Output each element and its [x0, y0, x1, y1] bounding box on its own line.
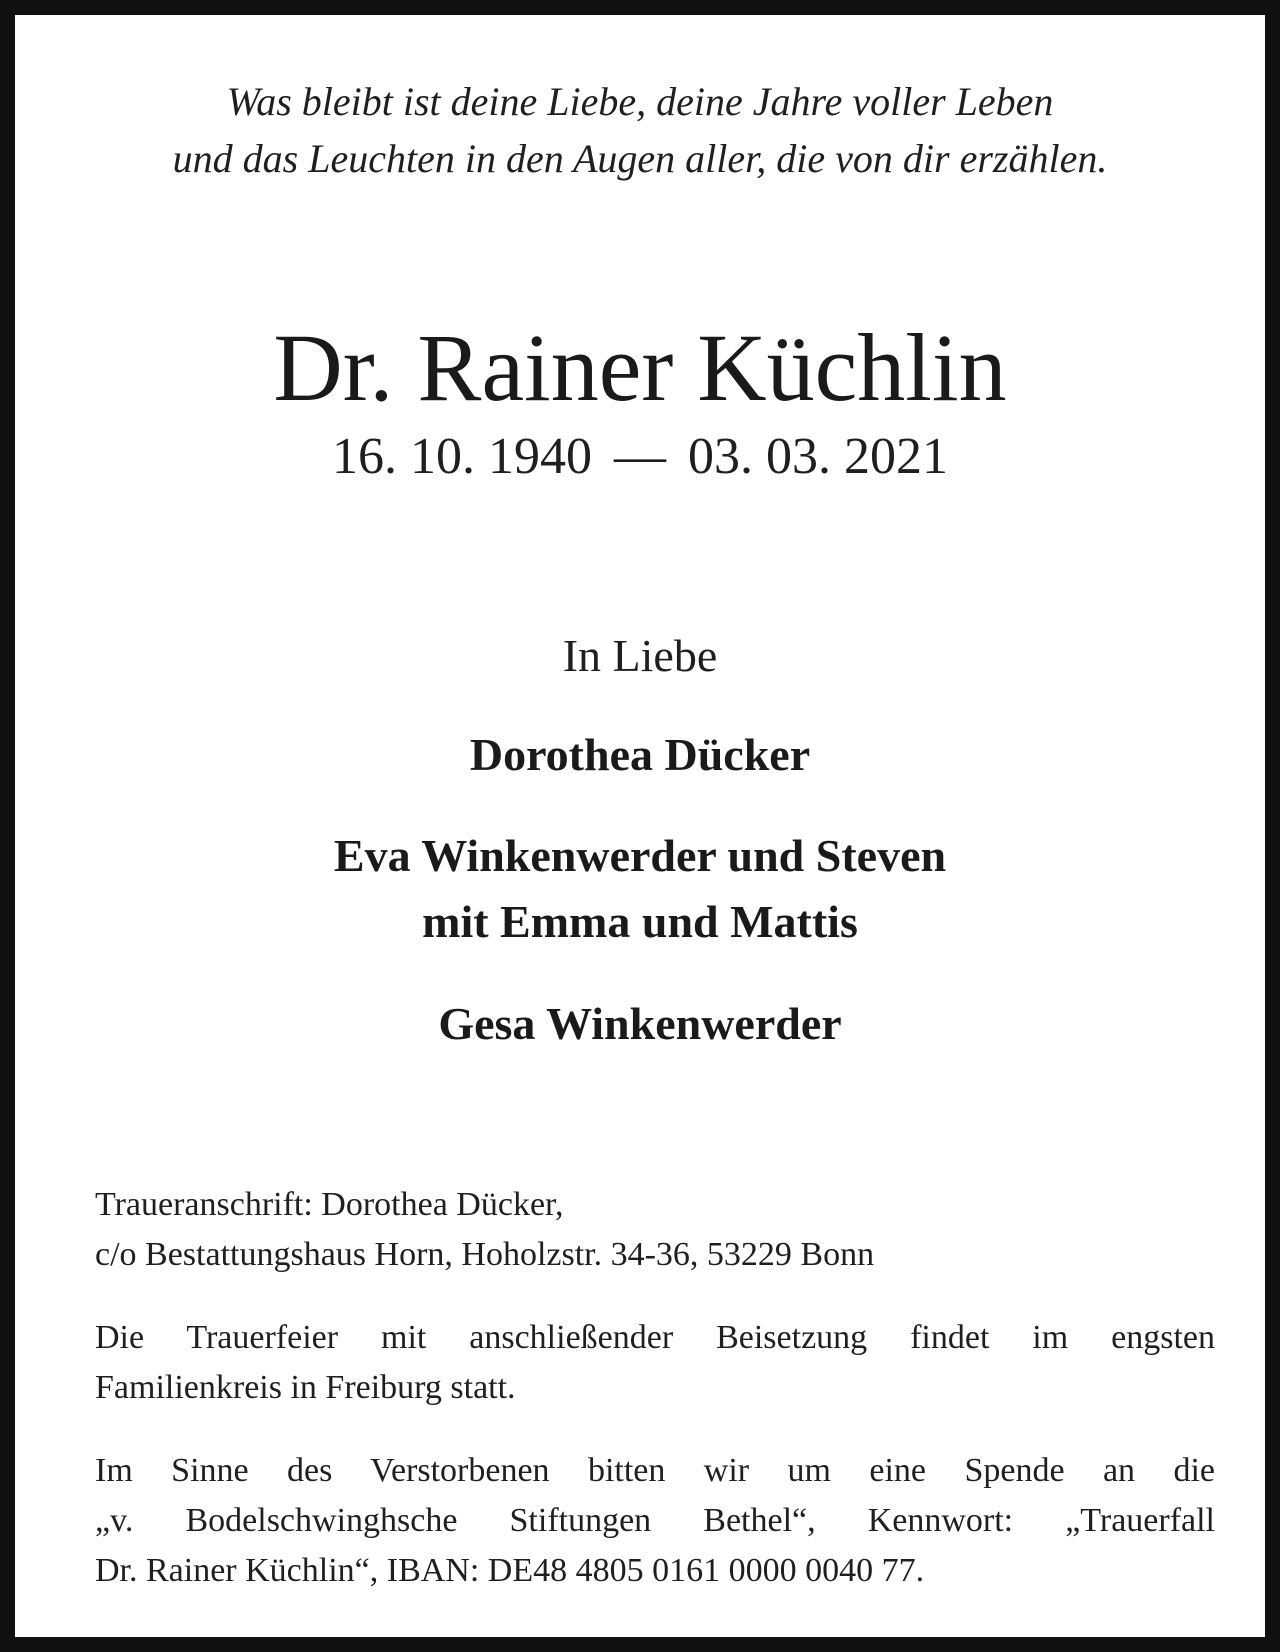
mourner-gesa: Gesa Winkenwerder	[438, 998, 842, 1049]
in-liebe-heading: In Liebe	[562, 630, 718, 681]
donation-line-3: Dr. Rainer Küchlin“, IBAN: DE48 4805 0161 0000 0040 77.	[95, 1552, 925, 1589]
donation-line-1: Im Sinne des Verstorbenen bitten wir um eine Spende an die	[95, 1452, 1215, 1489]
birth-date: 16. 10. 1940	[332, 428, 592, 485]
motto-line-2: und das Leuchten in den Augen aller, die von dir erzählen.	[172, 136, 1108, 181]
date-separator: —	[614, 428, 666, 485]
address-line-2: c/o Bestattungshaus Horn, Hoholzstr. 34-36, 53229 Bonn	[95, 1236, 875, 1273]
ceremony-line-2: Familienkreis in Freiburg statt.	[95, 1369, 516, 1406]
mourning-address	[95, 1180, 1215, 1280]
ceremony-notice	[95, 1313, 1215, 1413]
motto-quote	[15, 73, 1265, 187]
donation-line-2: „v. Bodelschwinghsche Stiftungen Bethel“, Kennwort: „Trauerfall	[95, 1502, 1215, 1539]
mourner-eva-family	[15, 823, 1265, 955]
motto-line-1: Was bleibt ist deine Liebe, deine Jahre voller Leben	[226, 79, 1054, 124]
mourner-eva-line: Eva Winkenwerder und Steven	[333, 830, 947, 881]
address-line-1: Traueranschrift: Dorothea Dücker,	[95, 1186, 564, 1223]
mourner-children-line: mit Emma und Mattis	[422, 896, 858, 947]
death-date: 03. 03. 2021	[688, 428, 948, 485]
donation-notice	[95, 1446, 1215, 1596]
mourner-dorothea: Dorothea Dücker	[469, 729, 811, 780]
ceremony-line-1: Die Trauerfeier mit anschließender Beisetzung findet im engsten	[95, 1319, 1215, 1356]
deceased-name: Dr. Rainer Küchlin	[273, 314, 1007, 421]
life-dates	[15, 425, 1265, 489]
